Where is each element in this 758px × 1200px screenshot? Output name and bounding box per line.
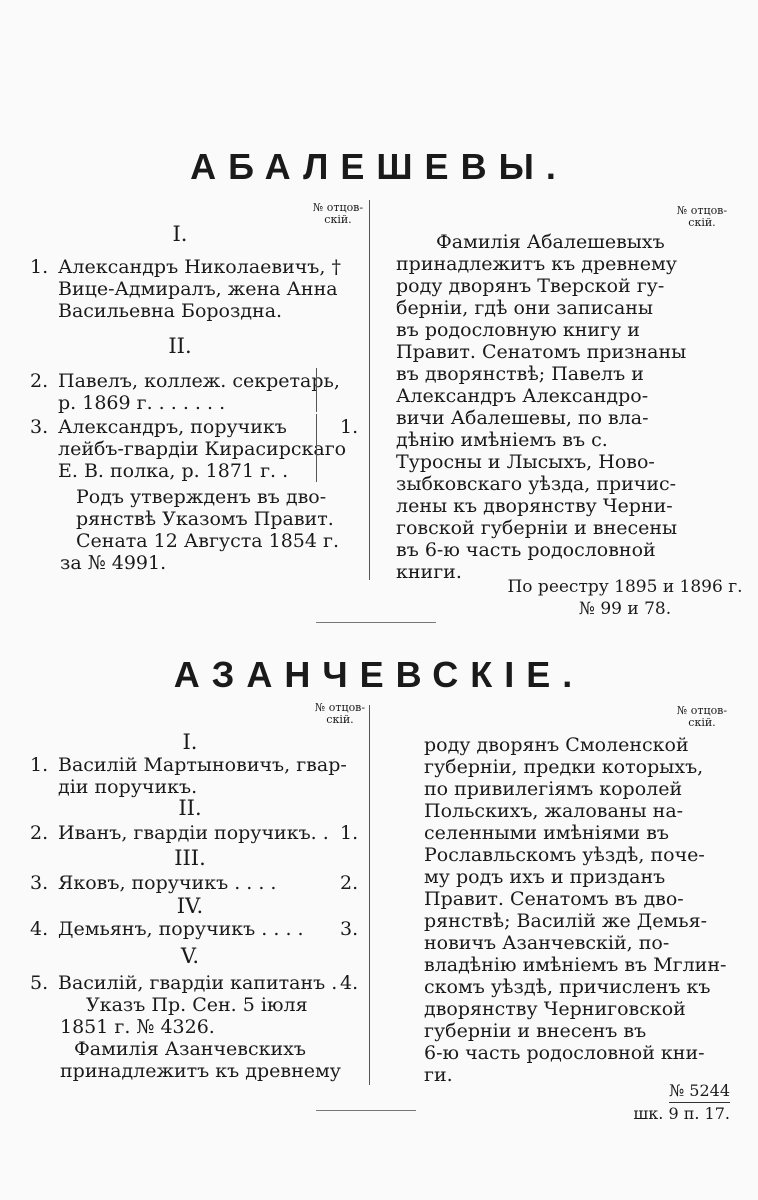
father-number: 1. [340, 416, 359, 438]
entry-line: діи поручикъ. [58, 776, 198, 798]
note-line: ги. [424, 1064, 453, 1086]
note-line: дворянству Черниговской [424, 998, 686, 1020]
note-line: принадлежитъ къ древнему [396, 253, 677, 275]
archive-reference [610, 1080, 730, 1125]
note-line: Указъ Пр. Сен. 5 іюля [86, 994, 308, 1016]
father-col-header-line: скій. [688, 716, 716, 729]
note-line: По реестру 1895 и 1896 г. [507, 577, 743, 597]
entry-line: лейбъ-гвардіи Кирасирскаго [58, 438, 347, 460]
entry-text [58, 416, 346, 482]
note-line: въ дворянствѣ; Павелъ и [396, 363, 644, 385]
entry-number: 2. [30, 822, 49, 844]
note-line: скомъ уѣздѣ, причисленъ къ [424, 976, 711, 998]
father-col-header-right [672, 705, 732, 729]
note-line: Фамилія Абалешевыхъ [436, 231, 665, 253]
note-line: Александръ Александро- [396, 385, 649, 407]
note-line: принадлежитъ къ древнему [60, 1060, 341, 1082]
note-line: по привилегіямъ королей [424, 778, 683, 800]
entry-line: Василій Мартыновичъ, гвар- [58, 754, 347, 776]
father-number: 3. [340, 918, 359, 940]
entry-number: 4. [30, 918, 49, 940]
father-number: 1. [340, 822, 359, 844]
father-col-header-line: № отцов- [312, 201, 364, 214]
entry-number: 3. [30, 416, 49, 438]
entry-text [58, 754, 347, 798]
note-line: губерніи, предки которыхъ, [424, 756, 704, 778]
note-line: за № 4991. [60, 552, 167, 574]
father-col-header-line: скій. [688, 216, 716, 229]
entry-line: Васильевна Бороздна. [58, 300, 283, 322]
entry-line: Иванъ, гвардіи поручикъ. . [58, 822, 329, 844]
note-line: Фамилія Азанчевскихъ [74, 1038, 306, 1060]
archive-shelf: шк. 9 п. 17. [633, 1104, 730, 1123]
section-separator [316, 622, 436, 623]
generation-roman: II. [168, 334, 192, 358]
bracket [316, 414, 317, 482]
generation-roman: IV. [176, 894, 204, 918]
entry-line: Павелъ, коллеж. секретарь, [58, 370, 340, 392]
entry-number: 1. [30, 754, 49, 776]
note-line: дѣнію имѣніемъ въ с. [396, 429, 608, 451]
note-line: рянствѣ Указомъ Правит. [76, 508, 334, 530]
entry-line: р. 1869 г. . . . . . . [58, 392, 226, 414]
note-line: владѣнію имѣніемъ въ Мглин- [424, 954, 727, 976]
entry-number: 5. [30, 972, 49, 994]
note-line: зыбковскаго уѣзда, причис- [396, 473, 677, 495]
generation-roman: I. [182, 730, 198, 754]
note-line: роду дворянъ Тверской гу- [396, 275, 665, 297]
father-number: 4. [340, 972, 359, 994]
generation-roman: V. [180, 944, 200, 968]
entry-line: Александръ, поручикъ [58, 416, 287, 438]
note-line: 1851 г. № 4326. [60, 1016, 215, 1038]
entry-number: 3. [30, 872, 49, 894]
note-line: селенными имѣніями въ [424, 822, 670, 844]
reestr-note [500, 576, 750, 620]
note-line: 6-ю часть родословной кни- [424, 1042, 705, 1064]
note-right [396, 231, 696, 583]
note-line: № 99 и 78. [578, 599, 672, 619]
entry-line: Демьянъ, поручикъ . . . . [58, 918, 304, 940]
archive-number: № 5244 [669, 1080, 730, 1103]
note-line: лены къ дворянству Черни- [396, 495, 673, 517]
entry-number: 2. [30, 370, 49, 392]
note-line: Туросны и Лысыхъ, Ново- [396, 451, 655, 473]
section-title-abaleshevy: АБАЛЕШЕВЫ. [190, 146, 568, 187]
note-right [424, 734, 727, 1086]
entry-line: Василій, гвардіи капитанъ . [58, 972, 338, 994]
generation-roman: II. [178, 796, 202, 820]
father-number: 2. [340, 872, 359, 894]
note-line: Сената 12 Августа 1854 г. [76, 530, 339, 552]
note-line: Правит. Сенатомъ признаны [396, 341, 687, 363]
entry-line: Вице-Адмиралъ, жена Анна [58, 278, 338, 300]
column-divider [369, 200, 370, 580]
note-left [60, 486, 339, 574]
note-line: въ 6-ю часть родословной [396, 539, 656, 561]
father-col-header [308, 202, 368, 226]
note-line: книги. [396, 561, 462, 583]
father-col-header-right [672, 205, 732, 229]
note-line: Родъ утвержденъ въ дво- [76, 486, 327, 508]
note-line: роду дворянъ Смоленской [424, 734, 689, 756]
entry-line: Яковъ, поручикъ . . . . [58, 872, 277, 894]
note-line: Польскихъ, жалованы на- [424, 800, 684, 822]
bracket [316, 368, 317, 412]
section-title-azanchevskie: АЗАНЧЕВСКІЕ. [173, 654, 585, 695]
entry-line: Александръ Николаевичъ, † [58, 256, 341, 278]
note-line: му родъ ихъ и призданъ [424, 866, 666, 888]
father-col-header-line: скій. [324, 213, 352, 226]
column-divider [369, 705, 370, 1085]
note-line: губерніи и внесенъ въ [424, 1020, 647, 1042]
entry-line: Е. В. полка, р. 1871 г. . [58, 460, 289, 482]
entry-text [58, 256, 341, 322]
note-line: вичи Абалешевы, по вла- [396, 407, 649, 429]
note-left [58, 994, 341, 1082]
father-col-header-line: № отцов- [676, 204, 728, 217]
entry-number: 1. [30, 256, 49, 278]
note-line: говской губерніи и внесены [396, 517, 678, 539]
note-line: рянствѣ; Василій же Демья- [424, 910, 707, 932]
father-col-header-line: № отцов- [314, 701, 366, 714]
father-col-header-line: скій. [326, 713, 354, 726]
note-line: Правит. Сенатомъ въ дво- [424, 888, 684, 910]
note-line: берніи, гдѣ они записаны [396, 297, 654, 319]
note-line: въ родословную книгу и [396, 319, 640, 341]
father-col-header [310, 702, 370, 726]
note-line: новичъ Азанчевскій, по- [424, 932, 670, 954]
note-line: Рославльскомъ уѣздѣ, поче- [424, 844, 705, 866]
generation-roman: III. [174, 846, 206, 870]
father-col-header-line: № отцов- [676, 704, 728, 717]
footer-rule [316, 1110, 416, 1111]
generation-roman: I. [172, 222, 188, 246]
entry-text [58, 370, 340, 414]
